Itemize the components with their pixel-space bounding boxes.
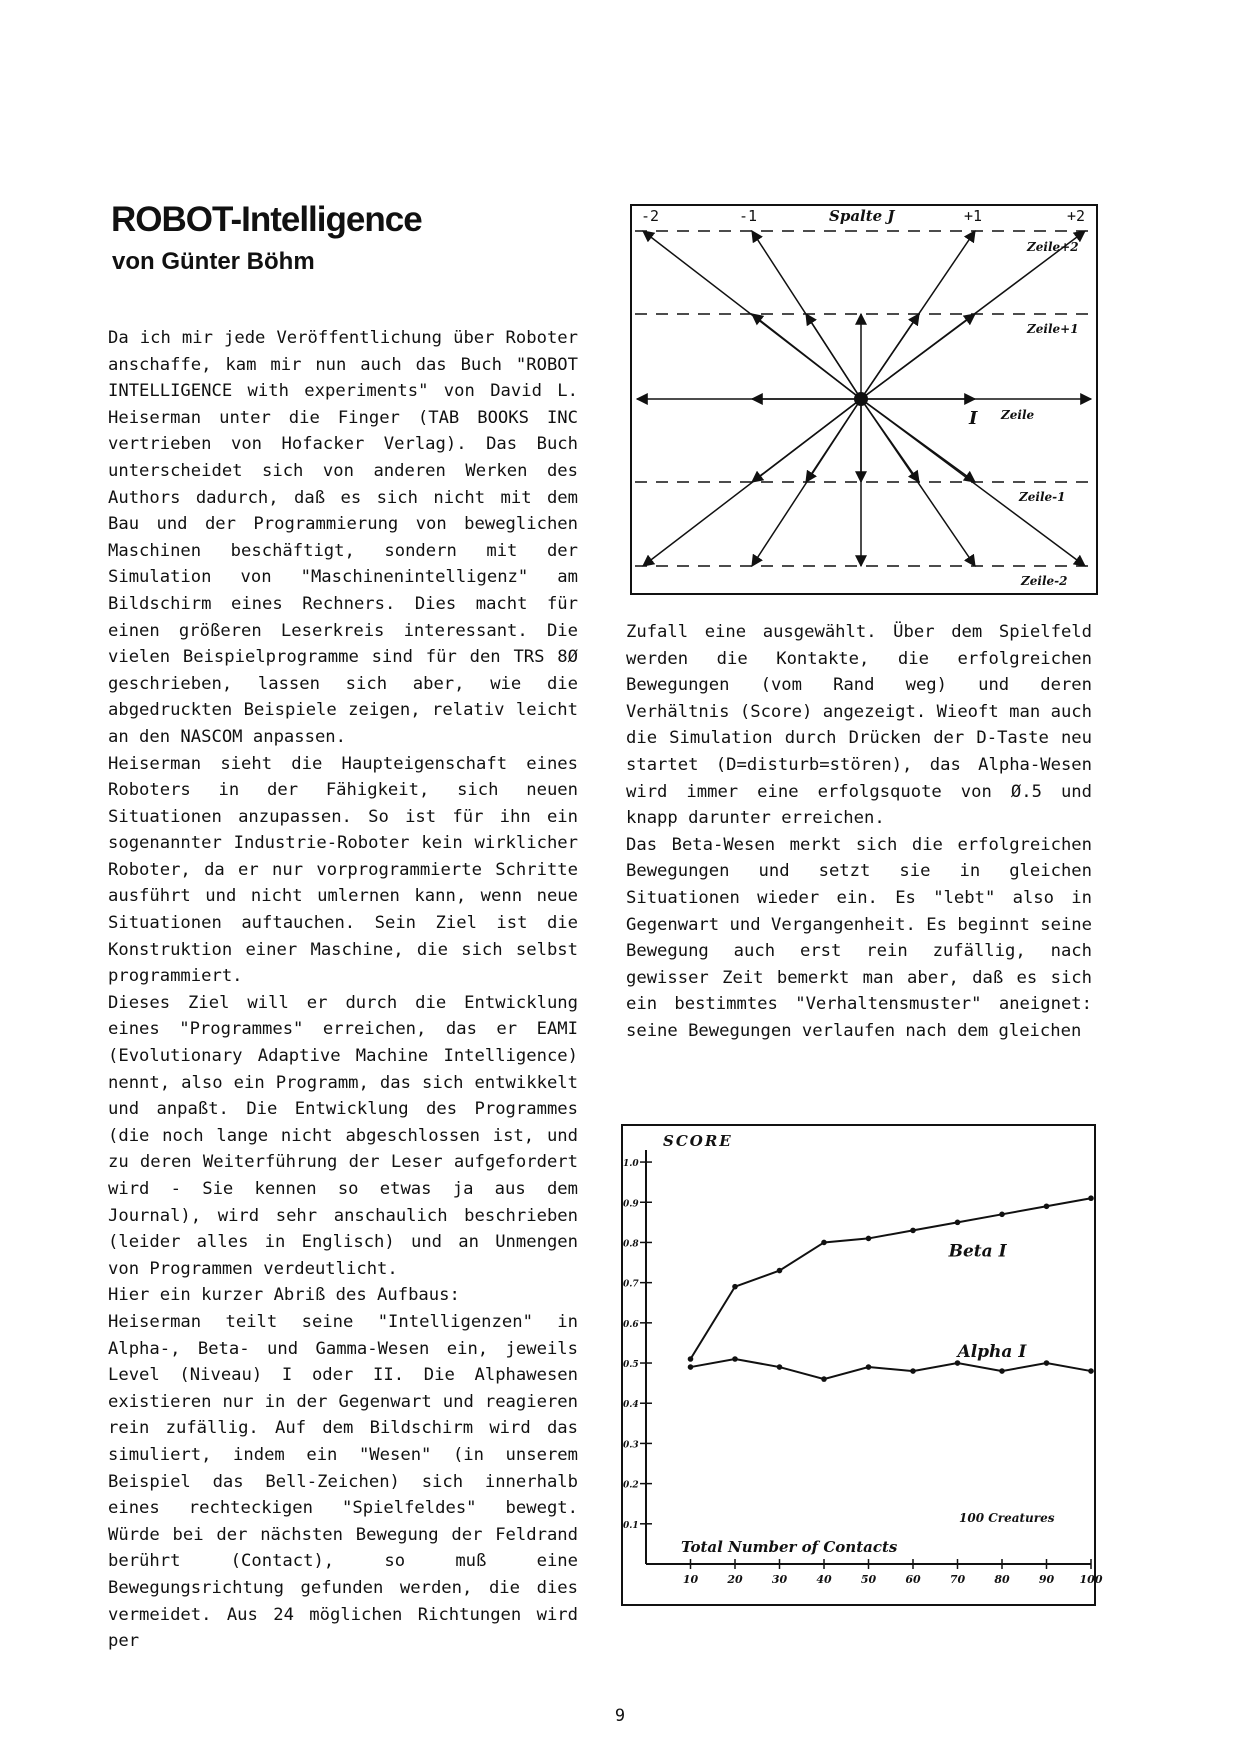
series-line-beta bbox=[691, 1198, 1092, 1359]
paragraph: Dieses Ziel will er durch die Entwicklung eines "Programmes" erreichen, das er EAMI (Evolutionary Adaptive Machine Intelligence) nennt, also ein Programm, das sich entwikkelt und anpaßt. Die Entwicklung des Programmes (die noch lange nicht abgeschlossen ist, und zu deren Weiterführung der Leser aufgefordert wird - Sie kennen so etwas ja aus dem Journal), wird sehr anschaulich beschrieben (leider alles in Englisch) und an Unmengen von Programmen verdeutlicht. bbox=[108, 992, 578, 1279]
data-point bbox=[910, 1368, 916, 1374]
x-tick-label: 10 bbox=[682, 1573, 699, 1586]
direction-figure bbox=[629, 203, 1099, 596]
column-label: Spalte J bbox=[829, 207, 895, 225]
y-tick-label: 0.9 bbox=[623, 1199, 639, 1210]
column-label: +2 bbox=[1067, 207, 1086, 225]
paragraph: Das Beta-Wesen merkt sich die erfolgreichen Bewegungen und setzt sie in gleichen Situationen wieder ein. Es "lebt" also in Gegenwart und Vergangenheit. Es beginnt seine Bewegung auch erst rein zufällig, nach gewisser Zeit bemerkt man aber, daß es sich ein bestimmtes "Verhaltensmuster" aneignet: seine Bewegungen verlaufen nach dem gleichen bbox=[626, 834, 1092, 1041]
x-axis-title: Total Number of Contacts bbox=[681, 1538, 898, 1556]
data-point bbox=[955, 1220, 961, 1226]
y-tick-label: 0.5 bbox=[623, 1360, 639, 1371]
row-label: Zeile+1 bbox=[1027, 322, 1079, 336]
data-point bbox=[688, 1364, 694, 1370]
paragraph: Da ich mir jede Veröffentlichung über Roboter anschaffe, kam mir nun auch das Buch "ROBOT INTELLIGENCE with experiments" von David L. Heiserman unter die Finger (TAB BOOKS INC vertrieben von Hofacker Verlag). Das Buch unterscheidet sich von anderen Werken des Authors dadurch, daß es sich nicht mit dem Bau und der Programmierung von beweglichen Maschinen beschäftigt, sondern mit der Simulation von "Maschinenintelligenz" am Bildschirm eines Rechners. Dies macht für einen größeren Leserkreis interessant. Die vielen Beispielprogramme sind für den TRS 8Ø geschrieben, lassen sich aber, wie die abgedruckten Beispiele zeigen, relativ leicht an den NASCOM anpassen. bbox=[108, 328, 578, 747]
y-tick-label: 0.7 bbox=[623, 1279, 639, 1290]
row-label: Zeile+2 bbox=[1027, 240, 1079, 254]
article-byline: von Günter Böhm bbox=[112, 248, 315, 275]
direction-figure-svg bbox=[629, 203, 1099, 596]
data-point bbox=[999, 1212, 1005, 1218]
y-tick-label: 0.2 bbox=[623, 1480, 639, 1491]
y-tick-label: 0.8 bbox=[623, 1239, 639, 1250]
row-label: Zeile bbox=[1001, 408, 1035, 422]
arrow bbox=[752, 314, 861, 399]
x-tick-label: 20 bbox=[727, 1573, 743, 1586]
x-tick-label: 30 bbox=[771, 1573, 788, 1586]
data-point bbox=[732, 1284, 738, 1290]
arrow bbox=[861, 314, 919, 399]
row-label: Zeile-1 bbox=[1019, 490, 1066, 504]
y-tick-label: 1.0 bbox=[623, 1159, 639, 1170]
y-tick-label: 0.3 bbox=[623, 1440, 639, 1451]
column-label: -2 bbox=[641, 207, 660, 225]
center-label: I bbox=[969, 408, 978, 429]
series-line-alpha bbox=[691, 1359, 1092, 1379]
creature-dot bbox=[854, 392, 868, 406]
paragraph: Heiserman sieht die Haupteigenschaft eines Roboters in der Fähigkeit, sich neuen Situationen anzupassen. So ist für ihn ein sogenannter Industrie-Roboter kein wirklicher Roboter, da er nur vorprogrammierte Schritte ausführt und nicht umlernen kann, wenn neue Situationen auftauchen. Sein Ziel ist die Konstruktion einer Maschine, die sich selbst programmiert. bbox=[108, 753, 578, 987]
data-point bbox=[821, 1376, 827, 1382]
data-point bbox=[1088, 1368, 1094, 1374]
data-point bbox=[688, 1356, 694, 1362]
arrow bbox=[806, 314, 861, 399]
x-tick-label: 100 bbox=[1079, 1573, 1103, 1586]
series-label: Alpha I bbox=[957, 1342, 1027, 1363]
article-column-right bbox=[626, 619, 1092, 1045]
x-tick-label: 40 bbox=[816, 1573, 832, 1586]
x-tick-label: 60 bbox=[905, 1573, 921, 1586]
score-chart bbox=[621, 1124, 1103, 1606]
x-tick-label: 50 bbox=[860, 1573, 877, 1586]
data-point bbox=[1044, 1360, 1050, 1366]
paragraph: Zufall eine ausgewählt. Über dem Spielfeld werden die Kontakte, die erfolgreichen Bewegungen (vom Rand weg) und deren Verhältnis (Score) angezeigt. Wieoft man auch die Simulation durch Drücken der D-Taste neu startet (D=disturb=stören), das Alpha-Wesen wird immer eine erfolgsquote von Ø.5 und knapp darunter erreichen. bbox=[626, 622, 1092, 829]
data-point bbox=[732, 1356, 738, 1362]
article-title: ROBOT-Intelligence bbox=[111, 200, 422, 239]
data-point bbox=[866, 1364, 872, 1370]
page-number: 9 bbox=[614, 1706, 626, 1726]
annotation-text: 100 Creatures bbox=[959, 1511, 1055, 1525]
score-chart-svg bbox=[621, 1124, 1103, 1606]
data-point bbox=[1044, 1203, 1050, 1209]
chart-border bbox=[622, 1125, 1095, 1605]
article-column-left bbox=[108, 325, 578, 1655]
data-point bbox=[1088, 1195, 1094, 1201]
column-label: +1 bbox=[964, 207, 983, 225]
data-point bbox=[777, 1364, 783, 1370]
x-tick-label: 80 bbox=[994, 1573, 1010, 1586]
paragraph: Hier ein kurzer Abriß des Aufbaus: bbox=[108, 1285, 460, 1306]
y-tick-label: 0.4 bbox=[623, 1400, 639, 1411]
data-point bbox=[821, 1240, 827, 1246]
x-tick-label: 90 bbox=[1038, 1573, 1055, 1586]
data-point bbox=[777, 1268, 783, 1274]
y-axis-title: SCORE bbox=[663, 1132, 733, 1150]
data-point bbox=[910, 1228, 916, 1234]
y-tick-label: 0.1 bbox=[623, 1520, 639, 1531]
row-label: Zeile-2 bbox=[1021, 574, 1068, 588]
data-point bbox=[866, 1236, 872, 1242]
y-tick-label: 0.6 bbox=[623, 1319, 639, 1330]
data-point bbox=[999, 1368, 1005, 1374]
column-label: -1 bbox=[739, 207, 758, 225]
paragraph: Heiserman teilt seine "Intelligenzen" in Alpha-, Beta- und Gamma-Wesen ein, jeweils Level (Niveau) I oder II. Die Alphawesen existieren nur in der Gegenwart und reagieren rein zufällig. Auf dem Bildschirm wird das simuliert, indem ein "Wesen" (in unserem Beispiel das Bell-Zeichen) sich innerhalb eines rechteckigen "Spielfeldes" bewegt. Würde bei der nächsten Bewegung der Feldrand berührt (Contact), so muß eine Bewegungsrichtung gefunden werden, die dies vermeidet. Aus 24 möglichen Richtungen wird per bbox=[108, 1311, 578, 1652]
arrow bbox=[861, 314, 975, 399]
series-label: Beta I bbox=[948, 1241, 1007, 1262]
x-tick-label: 70 bbox=[949, 1573, 966, 1586]
